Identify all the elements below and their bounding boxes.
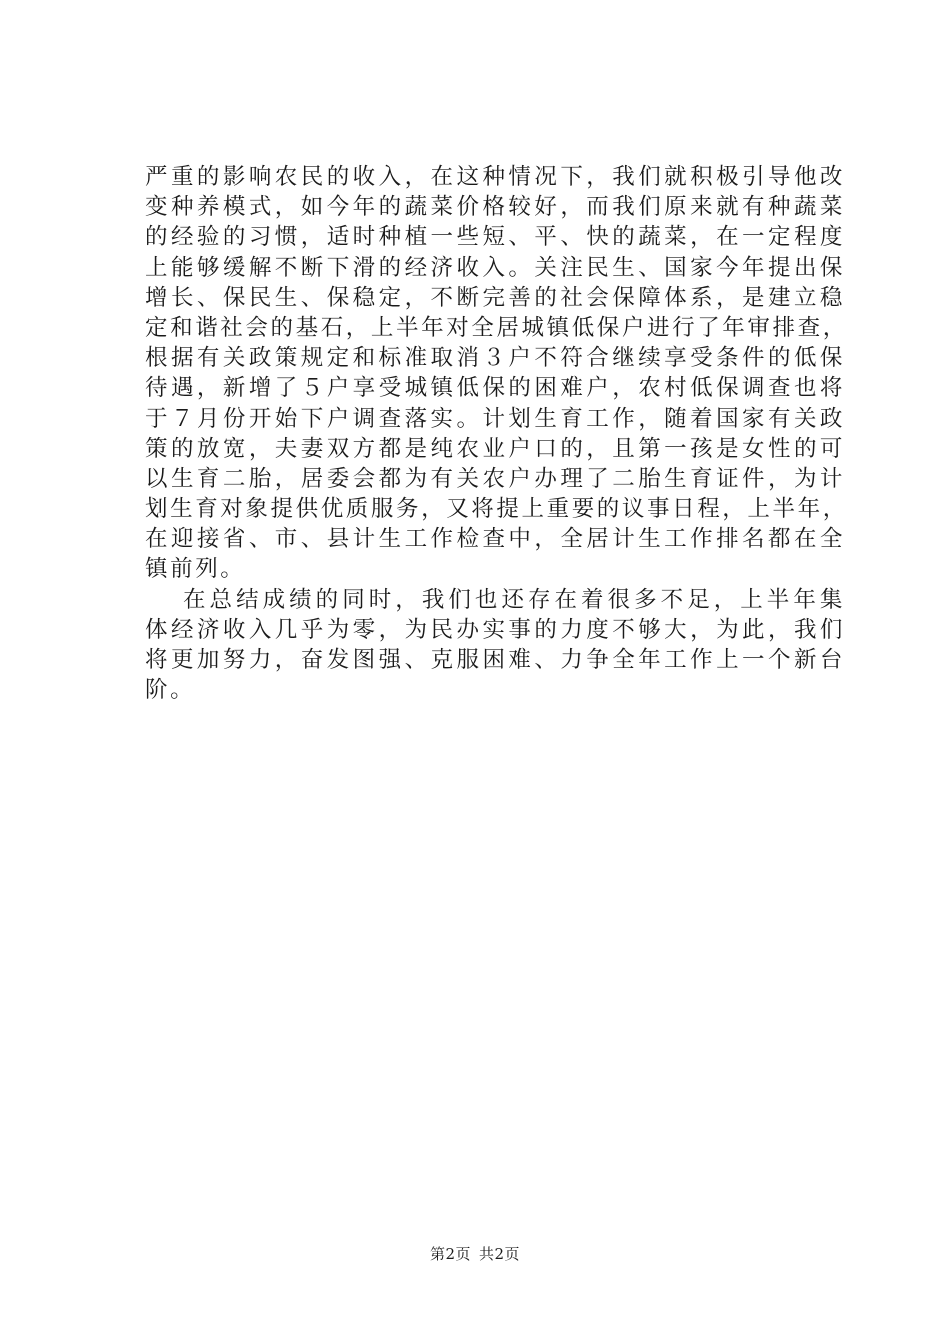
text-line: 划生育对象提供优质服务，又将提上重要的议事日程，上半年， xyxy=(145,496,848,523)
text-line: 严重的影响农民的收入，在这种情况下，我们就积极引导他改 xyxy=(145,164,845,190)
text-line: 体经济收入几乎为零，为民办实事的力度不够大，为此，我们 xyxy=(145,616,845,643)
text-line: 根据有关政策规定和标准取消３户不符合继续享受条件的低保 xyxy=(145,345,845,372)
text-line: 待遇，新增了５户享受城镇低保的困难户，农村低保调查也将 xyxy=(145,375,845,402)
text-line: 将更加努力，奋发图强、克服困难、力争全年工作上一个新台 xyxy=(145,647,845,673)
text-line: 在总结成绩的同时，我们也还存在着很多不足，上半年集 xyxy=(183,586,845,613)
text-line: 的经验的习惯，适时种植一些短、平、快的蔬菜，在一定程度 xyxy=(145,224,845,251)
text-line: 变种养模式，如今年的蔬菜价格较好，而我们原来就有种蔬菜 xyxy=(145,194,845,221)
text-line: 上能够缓解不断下滑的经济收入。关注民生、国家今年提出保 xyxy=(145,254,845,281)
page-footer xyxy=(0,1244,950,1264)
page-total-label: 共2页 xyxy=(479,1245,521,1263)
text-line: 在迎接省、市、县计生工作检查中，全居计生工作排名都在全 xyxy=(145,526,845,553)
text-line: 阶。 xyxy=(145,677,196,704)
text-line: 增长、保民生、保稳定，不断完善的社会保障体系，是建立稳 xyxy=(145,284,845,311)
text-line: 策的放宽，夫妻双方都是纯农业户口的，且第一孩是女性的可 xyxy=(145,435,845,462)
text-line: 以生育二胎，居委会都为有关农户办理了二胎生育证件，为计 xyxy=(145,465,845,492)
text-line: 镇前列。 xyxy=(145,556,246,583)
page-number-label: 第2页 xyxy=(429,1245,471,1263)
text-line: 定和谐社会的基石，上半年对全居城镇低保户进行了年审排查， xyxy=(145,314,848,341)
paragraph-1 xyxy=(145,162,848,585)
paragraph-2 xyxy=(145,585,845,706)
text-line: 于７月份开始下户调查落实。计划生育工作，随着国家有关政 xyxy=(145,405,845,432)
document-body xyxy=(145,162,848,705)
